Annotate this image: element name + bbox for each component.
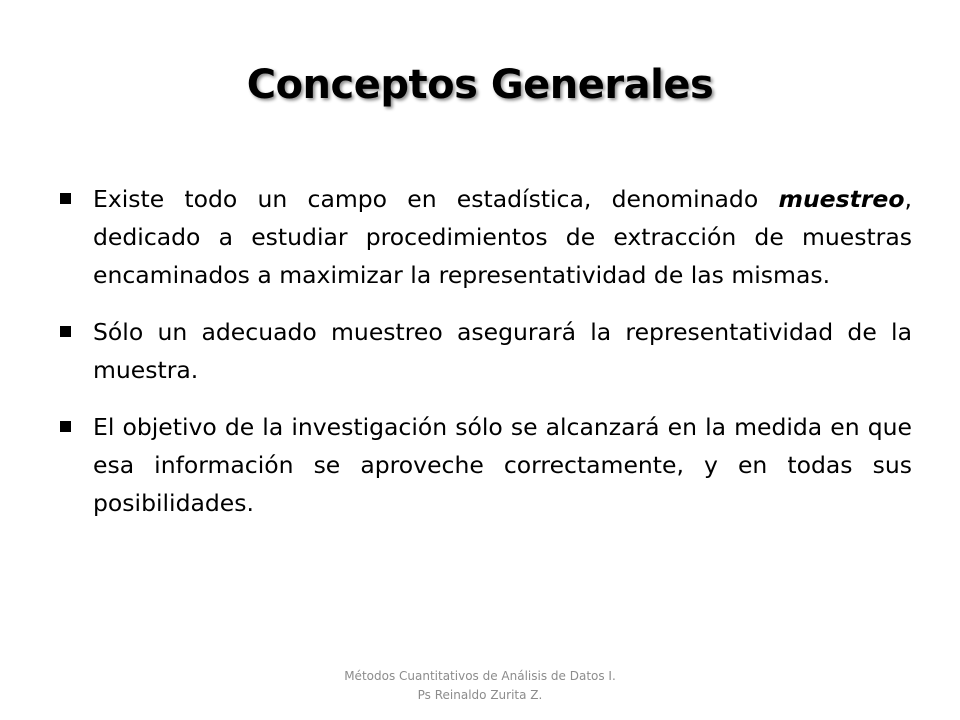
slide-title: Conceptos Generales — [246, 62, 714, 108]
square-bullet-icon — [60, 326, 71, 337]
bullet-emphasis: muestreo — [778, 185, 905, 213]
bullet-item — [60, 408, 912, 522]
slide-footer — [0, 667, 960, 705]
bullet-text-start: Existe todo un campo en estadística, denominado — [93, 185, 779, 213]
bullet-text-end: , dedicado a estudiar procedimientos de extracción de muestras encaminados a maximizar la representatividad de las mismas. — [93, 185, 912, 289]
square-bullet-icon — [60, 421, 71, 432]
bullet-item — [60, 313, 912, 389]
bullet-text: El objetivo de la investigación sólo se alcanzará en la medida en que esa información se aproveche correctamente, y en todas sus posibilidades. — [93, 413, 912, 517]
bullet-text: Sólo un adecuado muestreo asegurará la representatividad de la muestra. — [93, 318, 912, 384]
footer-author: Ps Reinaldo Zurita Z. — [417, 688, 543, 702]
square-bullet-icon — [60, 193, 71, 204]
footer-course: Métodos Cuantitativos de Análisis de Datos I. — [344, 669, 616, 683]
bullet-item — [60, 180, 912, 294]
bullet-list — [60, 180, 912, 522]
